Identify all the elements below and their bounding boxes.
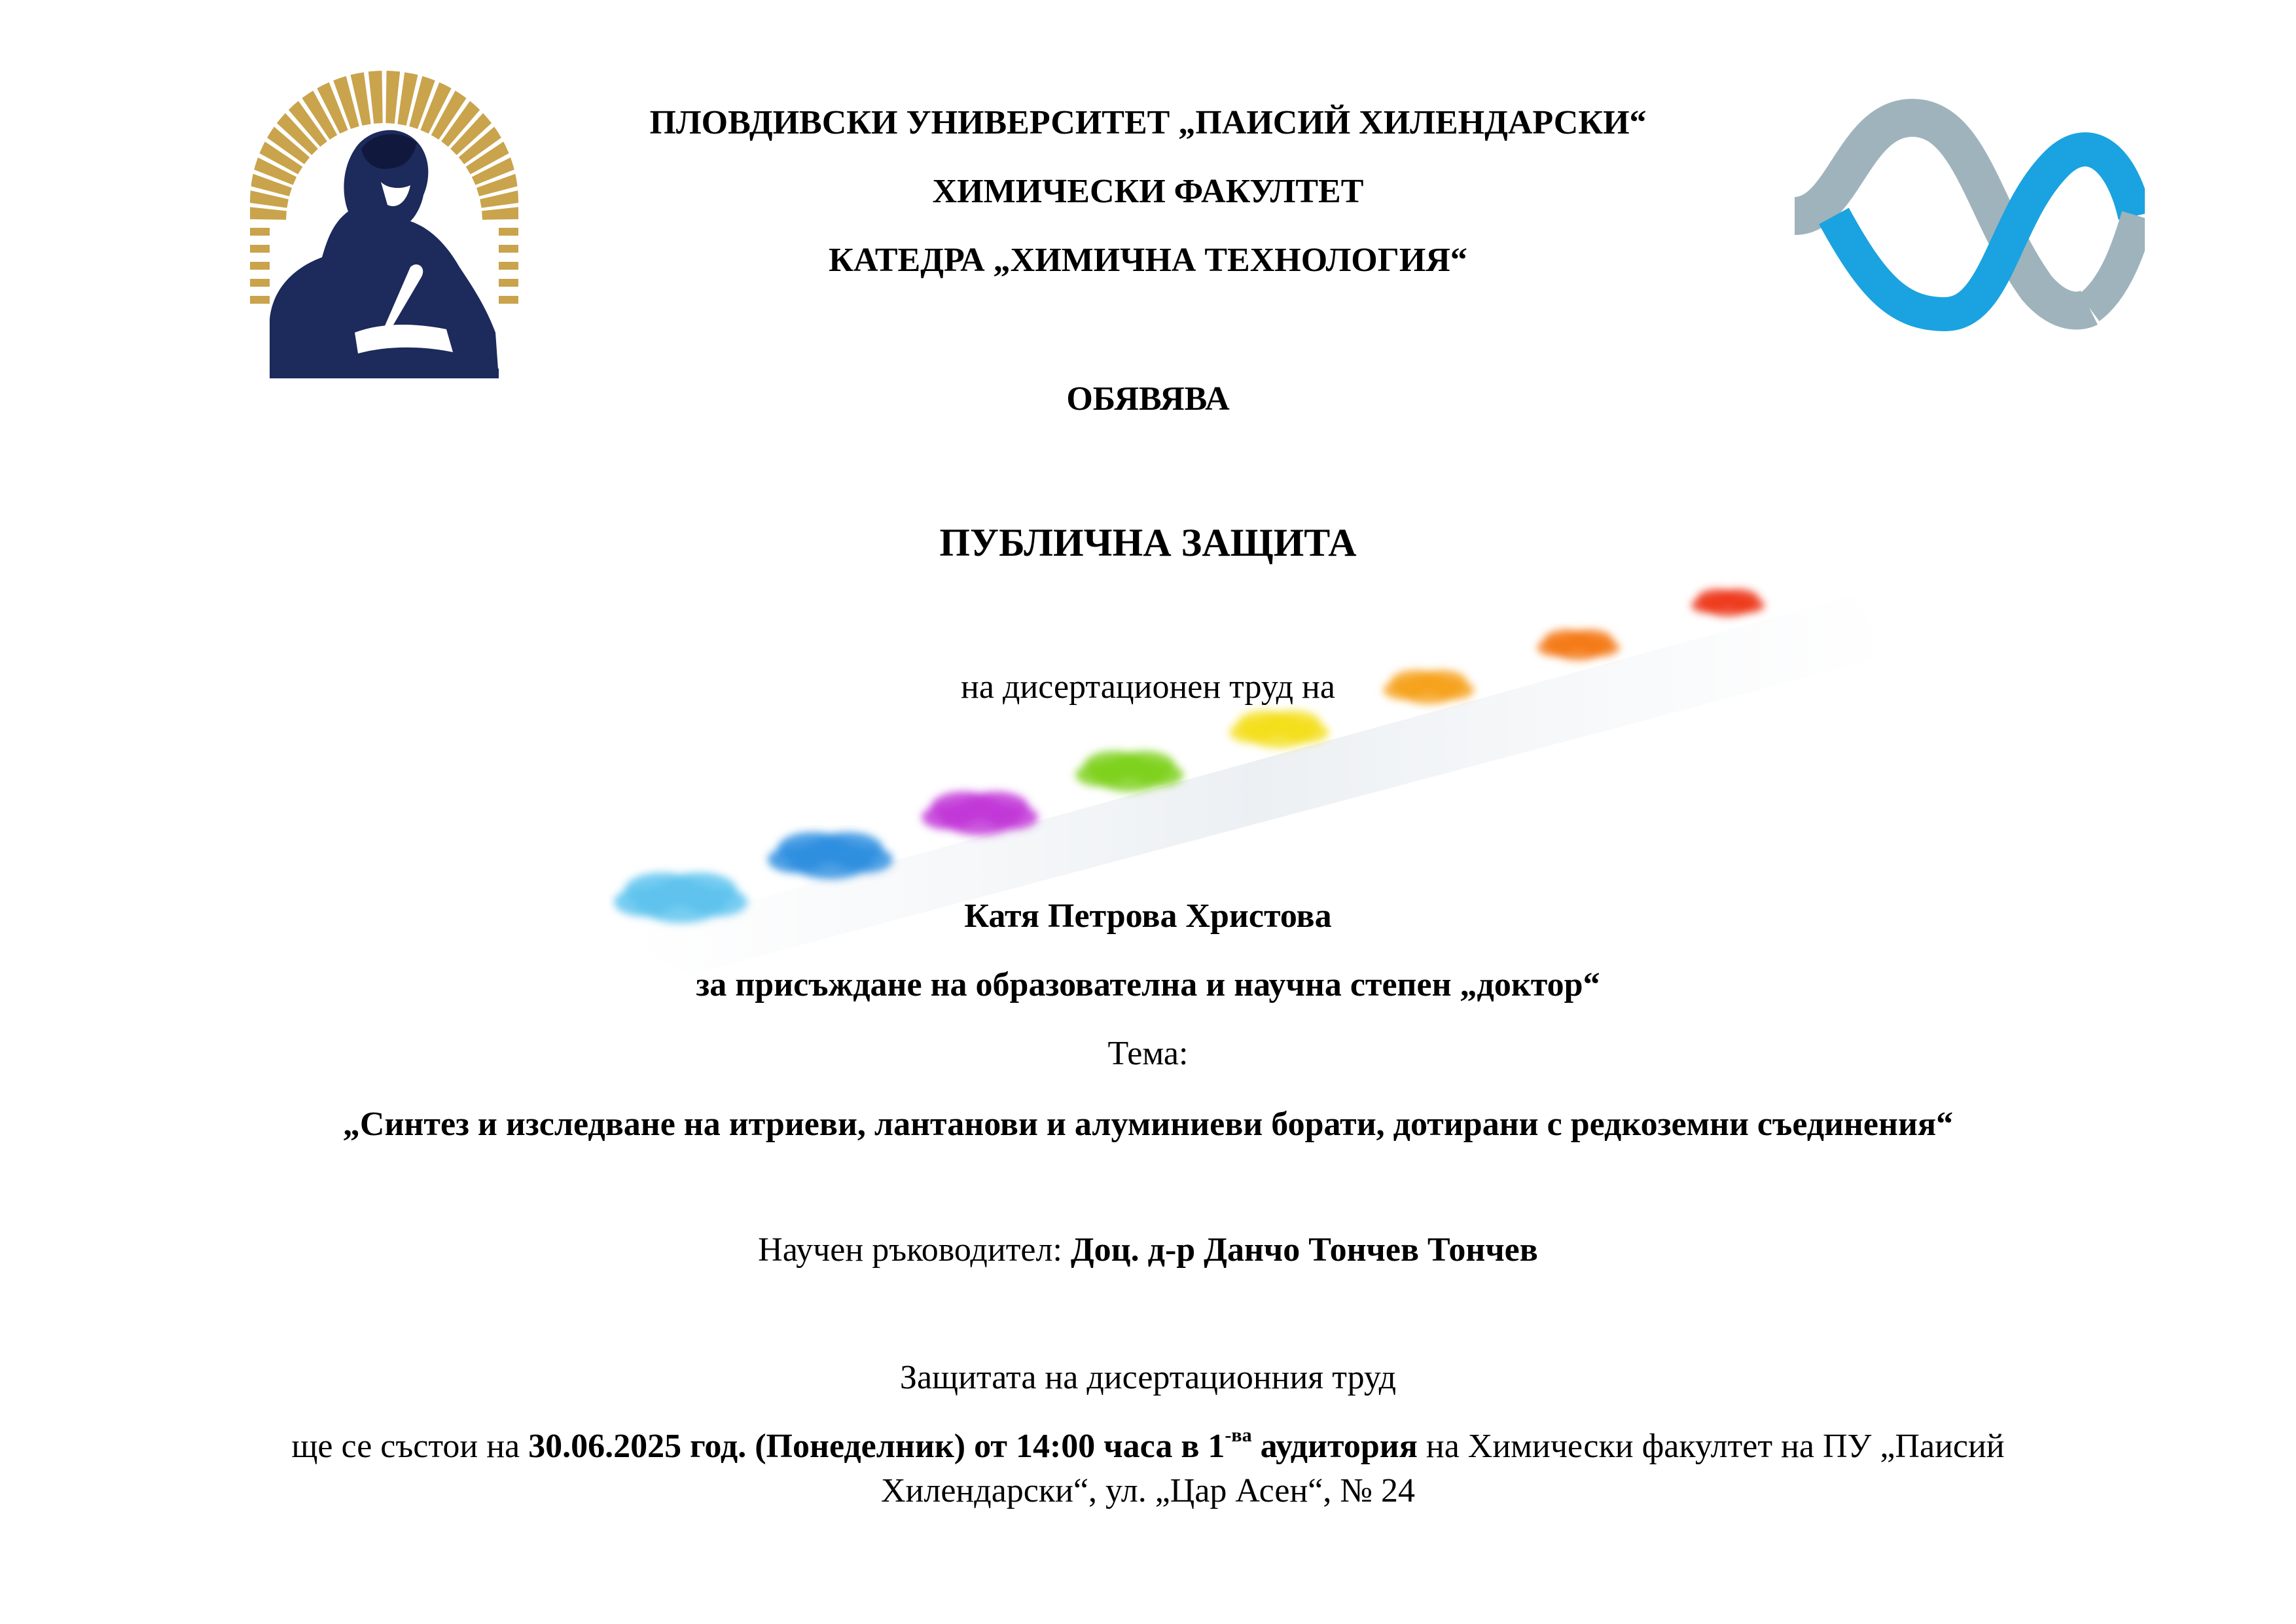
powder-pile [1135,763,1183,787]
seal-side-ray [499,279,518,287]
defense-date-time: 30.06.2025 год. (Понеделник) от 14:00 часа в 1 [528,1428,1225,1465]
university-name: ПЛОВДИВСКИ УНИВЕРСИТЕТ „ПАИСИЙ ХИЛЕНДАРСКИ“ [649,104,1647,141]
seal-side-ray [499,228,518,236]
degree-line: за присъждане на образователна и научна степен „доктор“ [696,966,1600,1003]
defense-intro: Защитата на дисертационния труд [899,1359,1397,1396]
supervisor-line [0,1231,2296,1269]
announces-heading: ОБЯВЯВА [1066,380,1230,418]
defense-details [0,1424,2296,1466]
powder-pile [1284,721,1329,743]
dissertation-intro: на дисертационен труд на [961,668,1335,706]
seal-side-ray [499,296,518,304]
defense-place: на Химически факултет на ПУ „Паисий [1417,1428,2005,1465]
seal-side-ray [250,279,270,287]
candidate-name: Катя Петрова Христова [964,897,1332,935]
powder-pile [1732,597,1765,613]
auditorium: аудитория [1251,1428,1418,1465]
topic-label: Тема: [1107,1035,1189,1072]
department-name: КАТЕДРА „ХИМИЧНА ТЕХНОЛОГИЯ“ [829,242,1467,279]
seal-side-ray [250,296,270,304]
supervisor-label: Научен ръководител: [758,1231,1071,1269]
defense-address: Хилендарски“, ул. „Цар Асен“, № 24 [881,1472,1415,1509]
supervisor-name: Доц. д-р Данчо Тончев Тончев [1070,1231,1538,1269]
ordinal-suffix: -ва [1225,1424,1252,1446]
dissertation-topic: „Синтез и изследване на итриеви, лантанови и алуминиеви борати, дотирани с редкоземни съединения“ [342,1106,1954,1143]
when-prefix: ще се състои на [291,1428,529,1465]
powder-pile [986,804,1038,829]
seal-side-ray [250,228,270,236]
faculty-name: ХИМИЧЕСКИ ФАКУЛТЕТ [932,173,1364,210]
public-defense-title: ПУБЛИЧНА ЗАЩИТА [939,521,1357,564]
powder-pile [1583,639,1620,657]
powder-pile [836,846,893,873]
